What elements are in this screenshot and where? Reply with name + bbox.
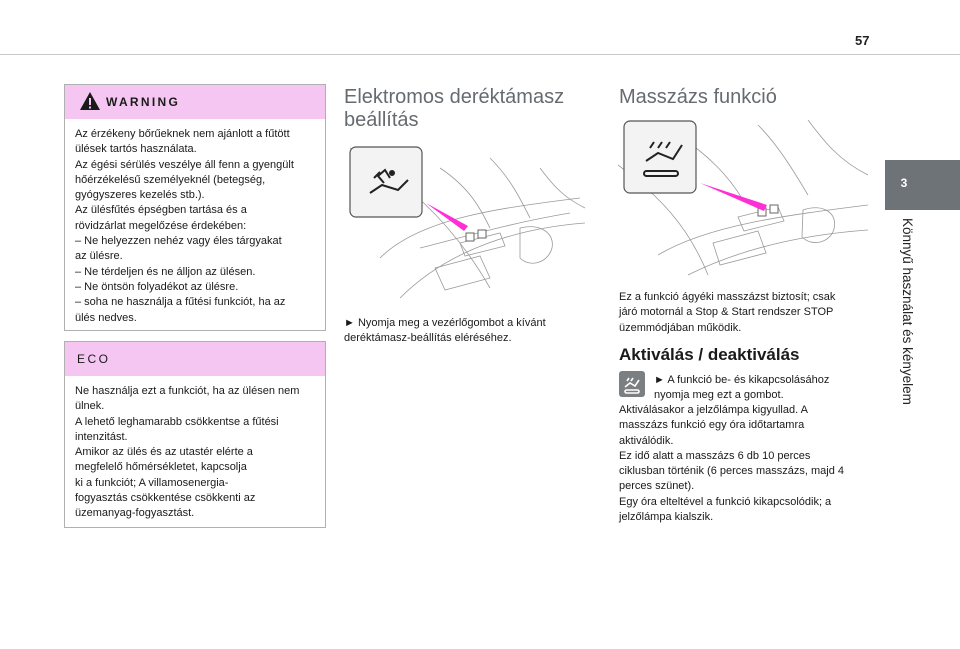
- lumbar-instruction-line: ► Nyomja meg a vezérlőgombot a kívánt: [344, 317, 546, 329]
- chapter-number: 3: [900, 176, 908, 190]
- activation-heading: Aktiválás / deaktiválás: [619, 345, 800, 364]
- warning-header: [65, 85, 325, 119]
- massage-body-line: masszázs funkció egy óra időtartamra: [619, 419, 805, 432]
- warning-line: – Ne helyezzen nehéz vagy éles tárgyakat: [75, 235, 282, 248]
- massage-instruction-line: nyomja meg ezt a gombot.: [654, 389, 784, 402]
- massage-body-line: perces szünet).: [619, 480, 695, 493]
- warning-triangle-icon: [79, 91, 101, 111]
- massage-body: [619, 403, 844, 525]
- massage-body-line: Ez idő alatt a masszázs 6 db 10 perces: [619, 449, 811, 462]
- eco-line: A lehető leghamarabb csökkentse a fűtési: [75, 415, 279, 428]
- lumbar-instruction: [344, 316, 546, 347]
- massage-body-line: aktiválódik.: [619, 434, 674, 447]
- eco-line: Ne használja ezt a funkciót, ha az ülésen nem: [75, 385, 300, 397]
- lumbar-title-line: Elektromos deréktámasz: [344, 86, 565, 108]
- lumbar-title: [344, 86, 564, 132]
- warning-text: [65, 119, 325, 326]
- massage-body-line: jelzőlámpa kialszik.: [619, 511, 714, 524]
- eco-line: fogyasztás csökkentése csökkenti az: [75, 492, 256, 505]
- eco-line: ki a funkciót; A villamosenergia-: [75, 476, 229, 489]
- massage-body-line: ciklusban történik (6 perces masszázs, majd 4: [619, 465, 844, 478]
- massage-intro-line: üzemmódjában működik.: [619, 321, 742, 334]
- massage-seat-illustration: [618, 115, 870, 280]
- massage-button-icon: [619, 371, 645, 397]
- lumbar-title-line: beállítás: [344, 109, 419, 131]
- eco-line: üzemanyag-fogyasztást.: [75, 507, 195, 520]
- page-number: 57: [855, 33, 870, 48]
- massage-body-line: Aktiválásakor a jelzőlámpa kigyullad. A: [619, 404, 808, 416]
- warning-line: Az égési sérülés veszélye áll fenn a gyengült: [75, 158, 294, 171]
- massage-intro-line: járó motornál a Stop & Start rendszer STOP: [619, 306, 834, 319]
- massage-intro-line: Ez a funkció ágyéki masszázst biztosít; csak: [619, 291, 836, 303]
- warning-line: rövidzárlat megelőzése érdekében:: [75, 219, 247, 232]
- massage-instruction: [654, 373, 829, 404]
- warning-line: Az érzékeny bőrűeknek nem ajánlott a fűtött: [75, 128, 290, 140]
- lumbar-instruction-line: deréktámasz-beállítás eléréséhez.: [344, 332, 512, 345]
- eco-header: [65, 342, 325, 376]
- warning-line: ülések tartós használata.: [75, 143, 197, 156]
- eco-line: megfelelő hőmérsékletet, kapcsolja: [75, 461, 247, 474]
- warning-line: gyógyszeres kezelés stb.).: [75, 189, 205, 202]
- warning-box: [64, 84, 326, 331]
- lumbar-seat-illustration: [340, 138, 590, 308]
- eco-line: intenzitást.: [75, 430, 128, 443]
- warning-title: WARNING: [106, 95, 181, 109]
- warning-line: – Ne öntsön folyadékot az ülésre.: [75, 280, 239, 293]
- header-rule: [0, 54, 960, 55]
- warning-line: ülés nedves.: [75, 311, 137, 324]
- warning-line: az ülésre.: [75, 250, 123, 263]
- eco-line: ülnek.: [75, 400, 105, 413]
- warning-line: Az ülésfűtés épségben tartása és a: [75, 204, 247, 217]
- massage-instruction-line: ► A funkció be- és kikapcsolásához: [654, 374, 830, 386]
- warning-line: – soha ne használja a fűtési funkciót, ha az: [75, 296, 286, 309]
- eco-title: ECO: [77, 352, 111, 366]
- eco-line: Amikor az ülés és az utastér elérte a: [75, 446, 253, 459]
- eco-text: [65, 376, 325, 522]
- warning-line: – Ne térdeljen és ne álljon az ülésen.: [75, 265, 256, 278]
- massage-intro: [619, 290, 835, 336]
- massage-title: Masszázs funkció: [619, 86, 777, 108]
- chapter-tab[interactable]: [885, 160, 960, 210]
- chapter-title: Könnyű használat és kényelem: [900, 218, 915, 405]
- eco-box: [64, 341, 326, 528]
- warning-line: hőérzékelésű személyeknél (betegség,: [75, 173, 266, 186]
- massage-body-line: Egy óra elteltével a funkció kikapcsolódik; a: [619, 495, 832, 508]
